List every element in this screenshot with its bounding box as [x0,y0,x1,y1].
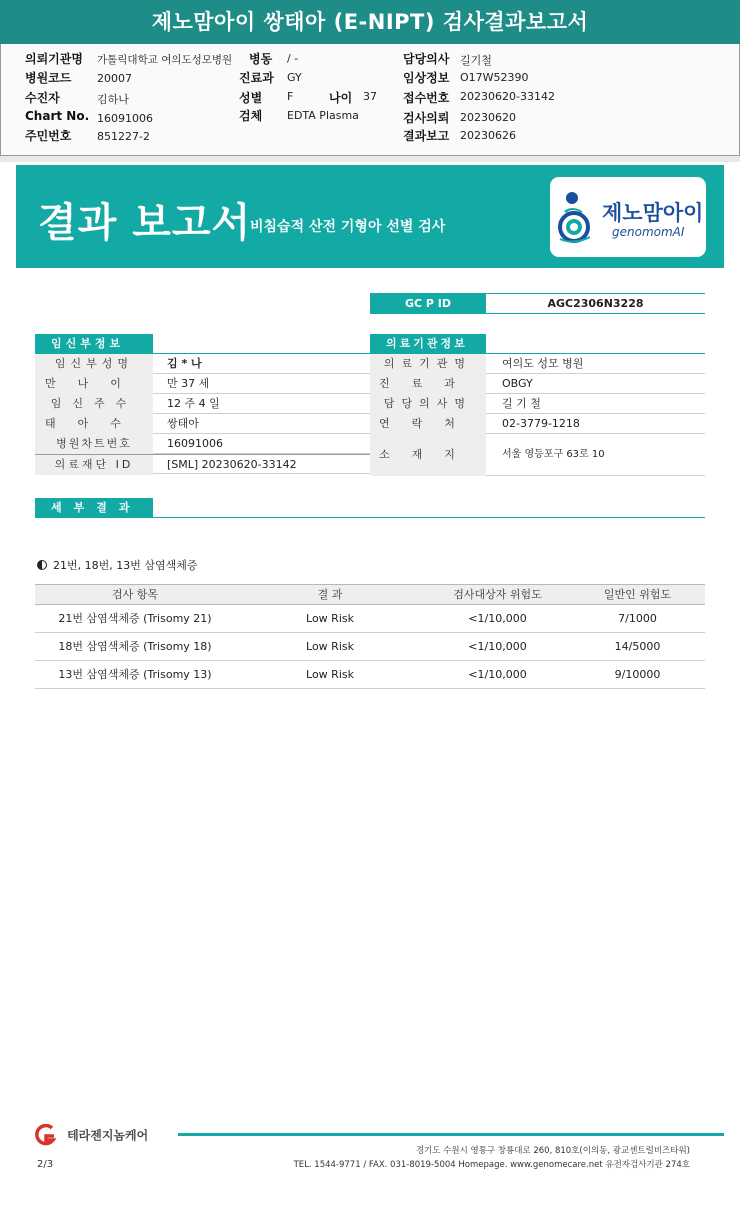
report-title: 제노맘아이 쌍태아 (E-NIPT) 검사결과보고서 [0,0,740,44]
clinical-value: O17W52390 [460,71,529,84]
terragen-logo-icon [32,1124,62,1146]
pregnant-row [35,354,370,374]
clinical-label: 임상정보 [403,71,450,85]
hospital-code-label: 병원코드 [25,71,72,85]
ward-label: 병동 [249,52,273,66]
half-circle-icon [37,560,47,570]
rrn-value: 851227-2 [97,130,150,143]
banner-title: 결과 보고서 [38,200,252,246]
patient-meta-panel [0,44,740,156]
table-row [35,661,705,689]
results-header [35,584,705,605]
logo-english-text: genomomAI [612,225,685,239]
age-value: 37 [363,90,377,103]
footer-rule [178,1133,724,1136]
receipt-value: 20230620-33142 [460,90,555,103]
institution-row-key: 연락처 [370,414,486,434]
row-test-item: 13번 삼염색체증 (Trisomy 13) [58,668,212,681]
logo-korean-text: 제노맘아이 [602,201,704,225]
ward-value: / - [287,52,299,65]
row-subject-risk: <1/10,000 [468,640,527,653]
institution-row-key: 소재지 [370,434,486,476]
pregnant-info-title: 임신부정보 [35,334,153,353]
pregnant-row-value: 김 * 나 [167,357,202,370]
header-general-risk: 일반인 위험도 [603,588,672,601]
examinee-label: 수진자 [25,91,60,105]
age-label: 나이 [329,91,353,105]
gcp-id-label: GC P ID [370,293,486,314]
pregnant-row [35,394,370,414]
institution-info-title: 의료기관정보 [370,334,486,353]
dept-label: 진료과 [239,71,274,85]
pregnant-row-key: 임신주수 [35,394,153,414]
institution-row [370,394,705,414]
hospital-code-value: 20007 [97,72,132,85]
institution-info-table [370,354,705,476]
pregnant-row-value: 쌍태아 [167,417,199,430]
institution-row-key: 의료기관명 [370,354,486,374]
report-date-label: 결과보고 [403,129,450,143]
institution-row-key: 진료과 [370,374,486,394]
institution-row [370,354,705,374]
row-test-item: 21번 삼염색체증 (Trisomy 21) [58,612,212,625]
receipt-label: 접수번호 [403,91,450,105]
pregnant-row-key: 병원차트번호 [35,434,153,454]
header-subject-risk: 검사대상자 위험도 [453,588,542,601]
examinee-value: 김하나 [97,93,129,106]
result-banner [16,165,724,268]
pregnant-row-value: 만 37 세 [167,377,210,390]
pregnant-row [35,374,370,394]
institution-row [370,434,705,476]
row-test-item: 18번 삼염색체증 (Trisomy 18) [58,640,212,653]
row-result: Low Risk [306,612,354,625]
row-result: Low Risk [306,668,354,681]
doctor-value: 길기철 [460,54,492,67]
dept-value: GY [287,71,302,84]
genomom-logo-icon [558,189,598,245]
chart-no-label: Chart No. [25,109,90,123]
request-value: 20230620 [460,111,516,124]
terragen-logo [32,1124,148,1146]
specimen-value: EDTA Plasma [287,109,359,122]
pregnant-row [35,434,370,454]
pregnant-row [35,414,370,434]
institution-row [370,374,705,394]
details-title: 세부결과 [35,498,153,517]
institution-row-value: 02-3779-1218 [502,417,580,430]
institution-row-value: 길 기 철 [502,397,541,410]
details-rule [35,517,705,518]
pregnant-row-key: 만나이 [35,374,153,394]
institution-value: 가톨릭대학교 여의도성모병원 [97,54,233,66]
trisomy-heading-text: 21번, 18번, 13번 삼염색체증 [53,559,198,572]
pregnant-row-value: 12 주 4 일 [167,397,220,410]
pregnant-row-key: 의료재단 ID [35,455,153,475]
banner-subtitle: 비침습적 산전 기형아 선별 검사 [250,219,446,235]
row-subject-risk: <1/10,000 [468,612,527,625]
institution-row-value: OBGY [502,377,533,390]
row-general-risk: 14/5000 [614,640,661,653]
terragen-logo-text: 테라젠지놈케어 [67,1128,149,1143]
header-test-item: 검사 항목 [111,588,158,601]
table-row [35,633,705,661]
specimen-label: 검체 [239,109,263,123]
sex-value: F [287,90,294,103]
pregnant-row-value: 16091006 [167,437,223,450]
pregnant-row-value: [SML] 20230620-33142 [167,458,297,471]
row-result: Low Risk [306,640,354,653]
trisomy-heading [37,557,197,573]
sex-label: 성별 [239,91,263,105]
rrn-label: 주민번호 [25,129,72,143]
footer-address: 경기도 수원시 영통구 창룡대로 260, 810호(이의동, 광교센트럴비즈타워) [415,1146,690,1156]
pregnant-row [35,454,370,474]
genomom-logo [550,177,706,257]
row-general-risk: 9/10000 [614,668,661,681]
doctor-label: 담당의사 [403,52,450,66]
institution-row [370,414,705,434]
report-date-value: 20230626 [460,129,516,142]
row-subject-risk: <1/10,000 [468,668,527,681]
institution-row-value: 여의도 성모 병원 [502,357,584,370]
institution-label: 의뢰기관명 [25,52,83,66]
pregnant-row-key: 임신부성명 [35,354,153,374]
page-number: 2/3 [37,1159,54,1170]
divider [0,156,740,162]
gcp-id-value: AGC2306N3228 [486,293,705,314]
chart-no-value: 16091006 [97,112,153,125]
request-label: 검사의뢰 [403,111,450,125]
institution-row-value: 서울 영등포구 63로 10 [502,449,605,460]
row-general-risk: 7/1000 [618,612,657,625]
footer-contact: TEL. 1544-9771 / FAX. 031-8019-5004 Homepage. www.genomecare.net 유전자검사기관 274호 [293,1160,690,1170]
pregnant-row-key: 태아수 [35,414,153,434]
pregnant-info-table [35,354,370,476]
table-row [35,605,705,633]
header-result: 결 과 [317,588,343,601]
institution-row-key: 담당의사명 [370,394,486,414]
